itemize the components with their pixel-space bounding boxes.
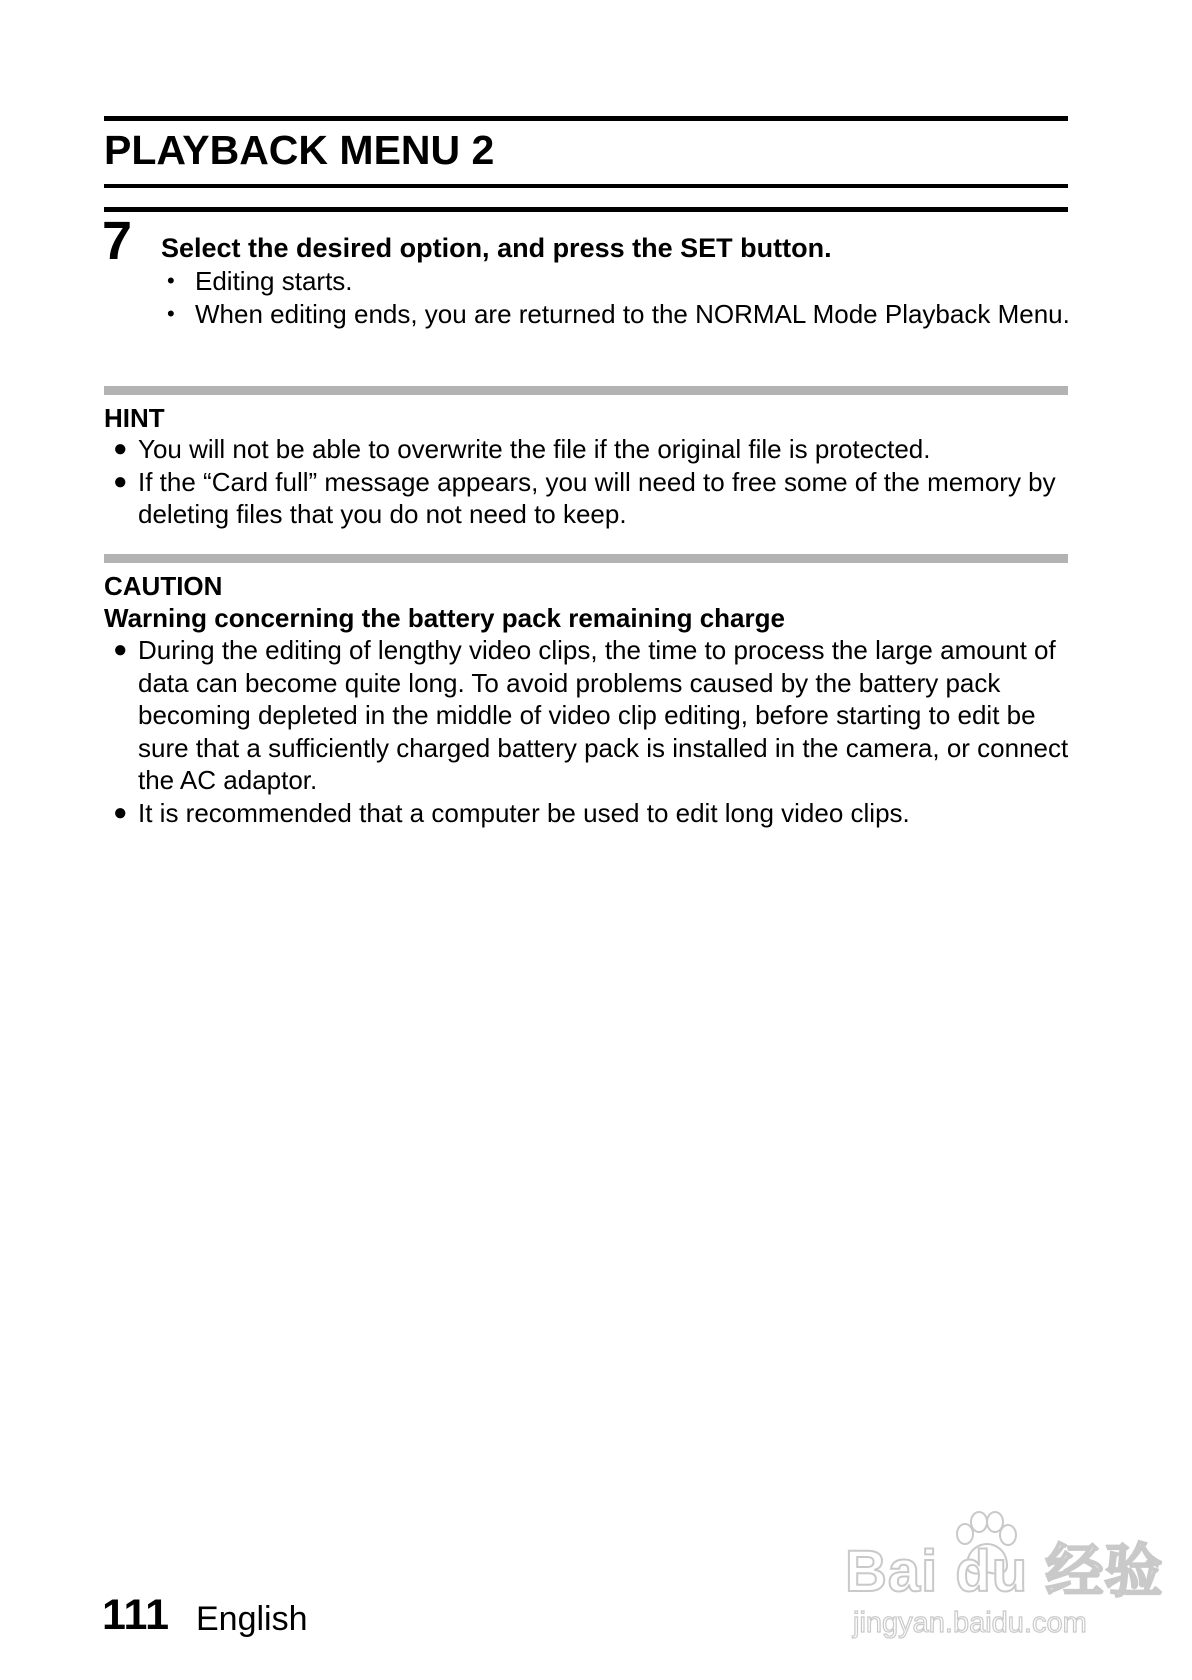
bullet-icon: ● xyxy=(113,435,128,462)
list-item xyxy=(165,265,1070,298)
step-bullet-text: Editing starts. xyxy=(195,266,353,296)
caution-heading: CAUTION xyxy=(104,571,223,601)
step-top-rule xyxy=(104,207,1068,212)
bullet-icon: ● xyxy=(113,798,128,826)
page-language: English xyxy=(196,1600,308,1638)
step-bullet-text: When editing ends, you are returned to the NORMAL Mode Playback Menu. xyxy=(195,298,1070,329)
page-title: PLAYBACK MENU 2 xyxy=(104,127,495,173)
page-number: 111 xyxy=(102,1591,169,1639)
list-item xyxy=(113,797,1073,830)
hint-bullet-list xyxy=(113,433,1073,531)
bullet-icon: • xyxy=(167,300,175,326)
hint-heading: HINT xyxy=(104,403,165,433)
title-top-rule xyxy=(104,116,1068,121)
list-item xyxy=(113,466,1073,531)
step-number: 7 xyxy=(102,211,133,271)
title-bottom-rule xyxy=(104,184,1068,188)
bullet-icon: ● xyxy=(113,467,128,495)
caution-subheading: Warning concerning the battery pack remaining charge xyxy=(104,603,785,633)
watermark-logo: Bai du 经验 xyxy=(845,1539,1164,1604)
bullet-icon: • xyxy=(167,268,175,293)
hint-divider xyxy=(104,386,1068,395)
hint-bullet-text: You will not be able to overwrite the file if the original file is protected. xyxy=(138,434,931,464)
caution-bullet-text: It is recommended that a computer be used to edit long video clips. xyxy=(138,797,910,828)
list-item xyxy=(165,298,1070,331)
step-heading: Select the desired option, and press the SET button. xyxy=(161,233,832,263)
caution-divider xyxy=(104,554,1068,563)
bullet-icon: ● xyxy=(113,636,128,663)
step-bullet-list xyxy=(165,265,1070,330)
watermark-url: jingyan.baidu.com xyxy=(853,1607,1087,1639)
watermark xyxy=(845,1500,1164,1650)
hint-bullet-text: If the “Card full” message appears, you will need to free some of the memory by deleting files that you do not need to keep. xyxy=(138,466,1056,529)
list-item xyxy=(113,634,1073,797)
caution-bullet-text: During the editing of lengthy video clips, the time to process the large amount of data can become quite long. To avoid problems caused by the battery pack becoming depleted in the middle of video clip editing, before starting to edit be sure that a sufficiently charged battery pack is installed in the camera, or connect the AC adaptor. xyxy=(138,635,1069,795)
list-item xyxy=(113,433,1073,466)
caution-bullet-list xyxy=(113,634,1073,829)
